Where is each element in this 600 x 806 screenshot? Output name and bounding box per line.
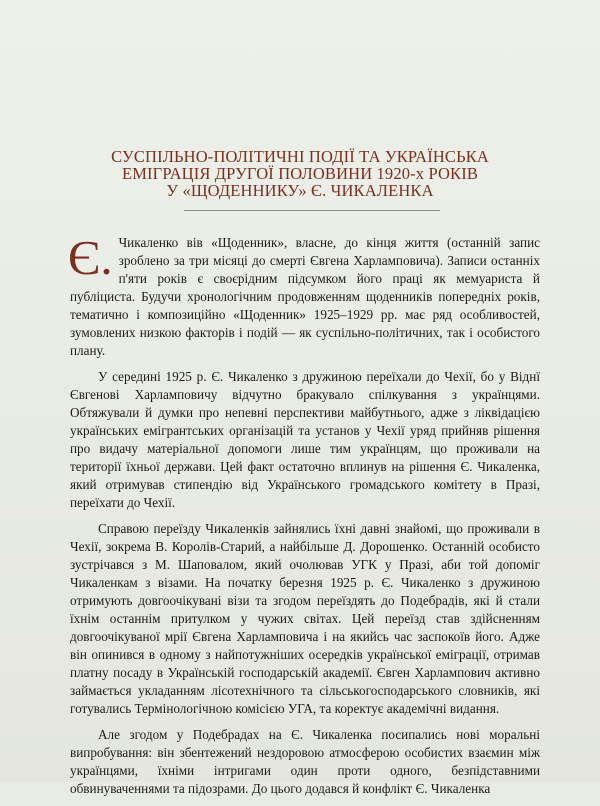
paragraph-1 [68, 230, 540, 360]
drop-cap: Є. [68, 230, 113, 285]
paragraph-1-text: Чикаленко вів «Щоденник», власне, до кінця життя (останній запис зроблено за три місяці до смерті Євгена Харламповича). Записи останніх п'яти років є своєрідним підсумком його праці як мемуариста й публіциста. Будучи хронологічним продовженням щоденників попередніх років, тематично і композиційно «Щоденник» 1925–1929 рр. має ряд особливостей, зумовлених низкою факторів і подій — як суспільно-політичних, так і особистого плану. [70, 235, 540, 358]
chapter-title-line-1: СУСПІЛЬНО-ПОЛІТИЧНІ ПОДІЇ ТА УКРАЇНСЬКА [111, 147, 489, 166]
chapter-title-line-2: ЕМІГРАЦІЯ ДРУГОЇ ПОЛОВИНИ 1920-х РОКІВ [121, 164, 479, 183]
chapter-title [60, 148, 540, 199]
chapter-title-line-3: У «ЩОДЕННИКУ» Є. ЧИКАЛЕНКА [166, 181, 434, 200]
paragraph-3: Справою переїзду Чикаленків зайнялись їхні давні знайомі, що проживали в Чехії, зокрема В. Королів-Старий, а найбільше Д. Дорошенко. Останній особисто зустрічався з М. Шаповалом, який очолював УГК у Празі, аби той допоміг Чикаленкам з візами. На початку березня 1925 р. Є. Чикаленко з дружиною отримують довгоочікувані візи та згодом переїздять до Подебрадів, які й стали їхнім останнім притулком у чужих світах. Цей переїзд став здійсненням довгоочікуваної мрії Євгена Харламповича і на якийсь час заспокоїв його. Адже він опинився в одному з найпотужніших осередків української еміграції, отримав платну посаду в Українській господарській академії. Євген Харлампович активно займається укладанням лісотехнічного та сільськогосподарського словників, які готувались Термінологічною комісією УГА, та коректує академічні видання. [70, 521, 540, 716]
paragraph-4: Але згодом у Подебрадах на Є. Чикаленка посипались нові моральні випробування: він збентежений нездоровою атмосферою особистих взаємин між українцями, їхніми інтригами один проти одного, безпідставними обвинуваченнями та підозрами. До цього додався й конфлікт Є. Чикаленка [70, 727, 540, 796]
paragraph-2: У середині 1925 р. Є. Чикаленко з дружиною переїхали до Чехії, бо у Віднї Євгенові Харламповичу відчутно бракувало спілкування з українцями. Обтяжували й думки про непевні перспективи майбутнього, адже з ліквідацією українських емігрантських організацій та установ у Чехії уряд прийняв рішення про видачу матеріальної допомоги лише тим українцям, що проживали на території їхньої держави. Цей факт остаточно вплинув на рішення Є. Чикаленка, який отримував стипендію від Українського громадського комітету в Празі, переїхати до Чехії. [70, 369, 540, 510]
title-divider [184, 210, 440, 211]
body-text [68, 230, 540, 806]
